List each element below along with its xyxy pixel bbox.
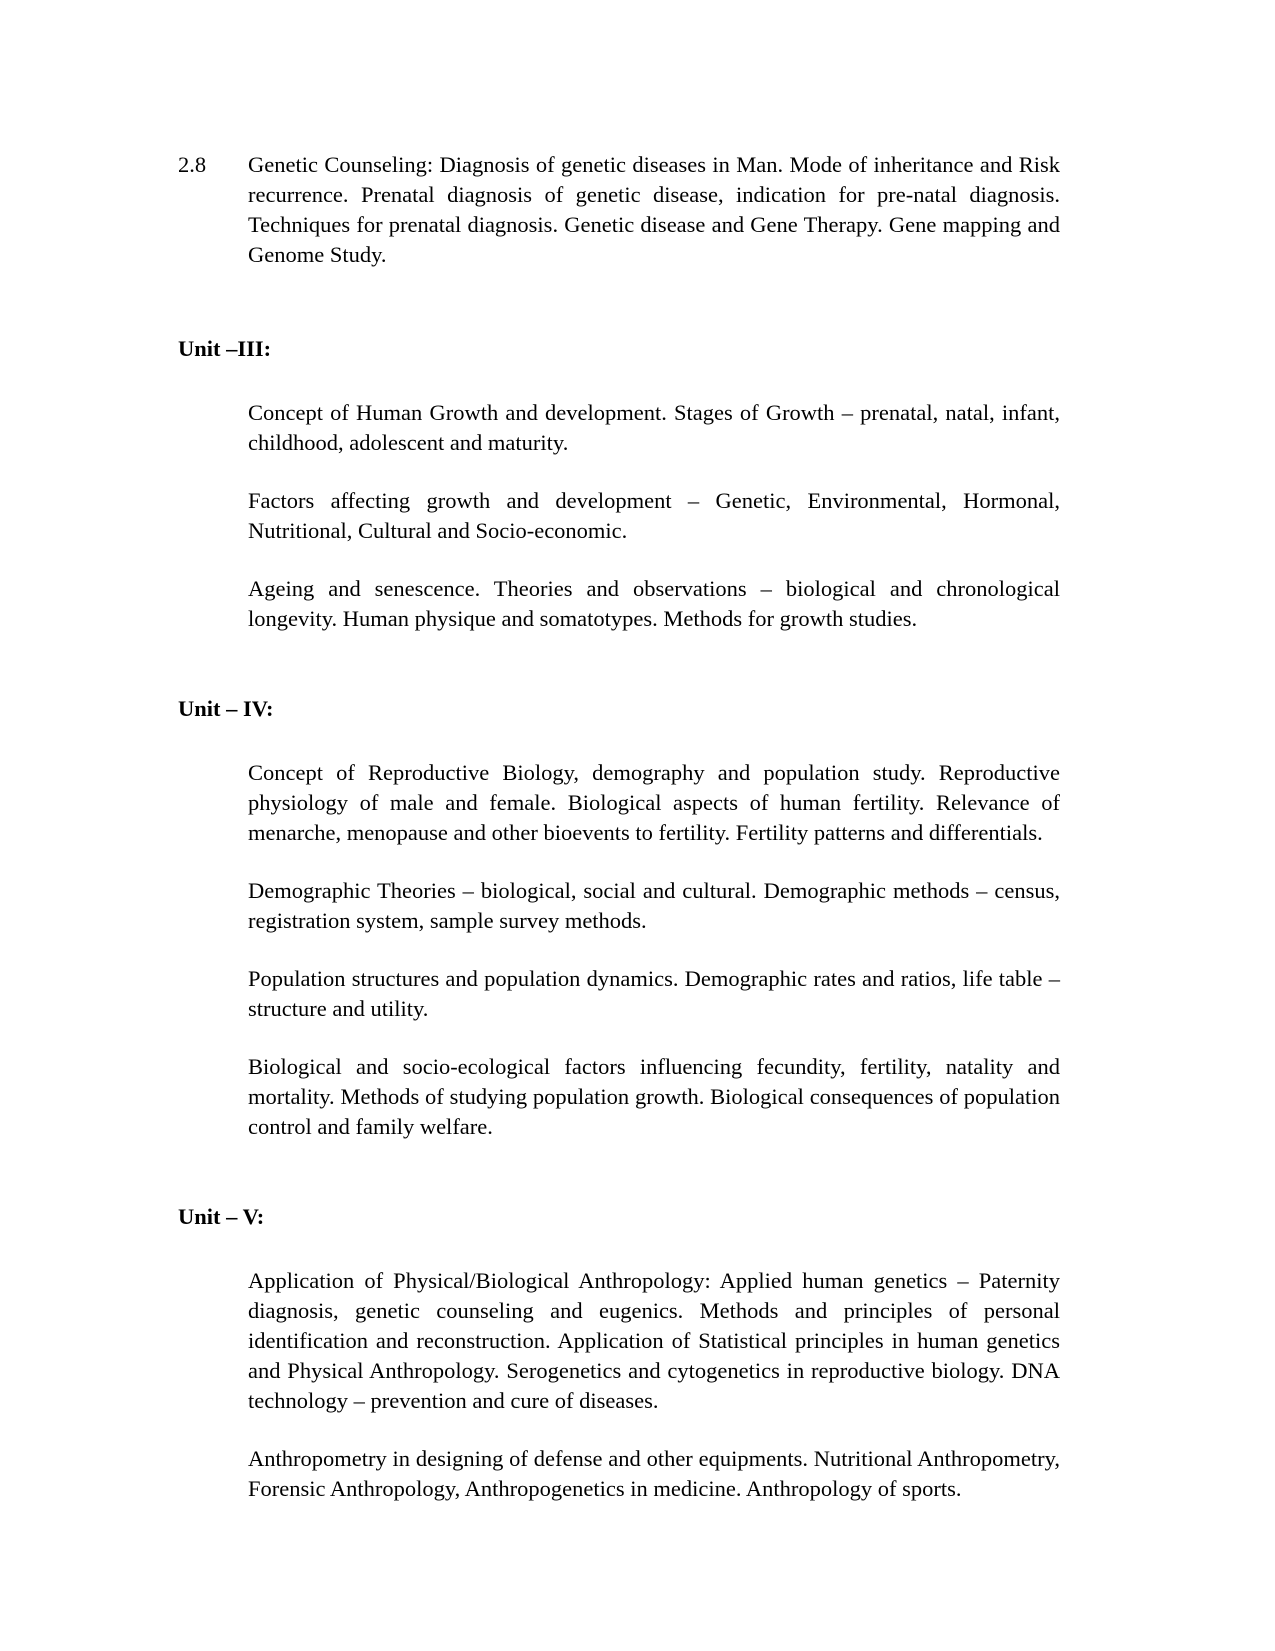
unit-iv-paragraph-2: Demographic Theories – biological, social and cultural. Demographic methods – census, registration system, sample survey methods. bbox=[248, 878, 1060, 933]
unit-v-paragraph-2: Anthropometry in designing of defense and other equipments. Nutritional Anthropometry, Forensic Anthropology, Anthropogenetics in medicine. Anthropology of sports. bbox=[248, 1446, 1060, 1501]
section-spacer bbox=[178, 670, 1060, 694]
clause-2-8 bbox=[178, 150, 1060, 270]
page-content bbox=[178, 150, 1060, 1504]
unit-iii-paragraph-2: Factors affecting growth and development – Genetic, Environmental, Hormonal, Nutritional, Cultural and Socio-economic. bbox=[248, 488, 1060, 543]
section-spacer bbox=[178, 1178, 1060, 1202]
unit-iv-paragraph-1: Concept of Reproductive Biology, demography and population study. Reproductive physiology of male and female. Biological aspects of human fertility. Relevance of menarche, menopause and other bioevents to fertility. Fertility patterns and differentials. bbox=[248, 760, 1060, 845]
unit-section-iv bbox=[178, 694, 1060, 1142]
unit-iii-paragraph-1: Concept of Human Growth and development. Stages of Growth – prenatal, natal, infant, childhood, adolescent and maturity. bbox=[248, 400, 1060, 455]
unit-iv-paragraph-3: Population structures and population dynamics. Demographic rates and ratios, life table – structure and utility. bbox=[248, 966, 1060, 1021]
clause-body-text: Genetic Counseling: Diagnosis of genetic diseases in Man. Mode of inheritance and Risk recurrence. Prenatal diagnosis of genetic disease, indication for pre-natal diagnosis. Techniques for prenatal diagnosis. Genetic disease and Gene Therapy. Gene mapping and Genome Study. bbox=[248, 152, 1060, 267]
unit-heading-iii: Unit –III: bbox=[178, 336, 272, 361]
section-spacer bbox=[178, 310, 1060, 334]
clause-number: 2.8 bbox=[178, 152, 207, 177]
unit-iv-paragraph-4: Biological and socio-ecological factors influencing fecundity, fertility, natality and mortality. Methods of studying population growth. Biological consequences of population control and family welfare. bbox=[248, 1054, 1060, 1139]
unit-v-paragraph-1: Application of Physical/Biological Anthropology: Applied human genetics – Paternity diagnosis, genetic counseling and eugenics. Methods and principles of personal identification and reconstruction. Application of Statistical principles in human genetics and Physical Anthropology. Serogenetics and cytogenetics in reproductive biology. DNA technology – prevention and cure of diseases. bbox=[248, 1268, 1060, 1413]
unit-section-v bbox=[178, 1202, 1060, 1504]
unit-heading-v: Unit – V: bbox=[178, 1204, 265, 1229]
unit-heading-iv: Unit – IV: bbox=[178, 696, 274, 721]
unit-section-iii bbox=[178, 334, 1060, 634]
unit-iii-paragraph-3: Ageing and senescence. Theories and observations – biological and chronological longevity. Human physique and somatotypes. Methods for growth studies. bbox=[248, 576, 1060, 631]
